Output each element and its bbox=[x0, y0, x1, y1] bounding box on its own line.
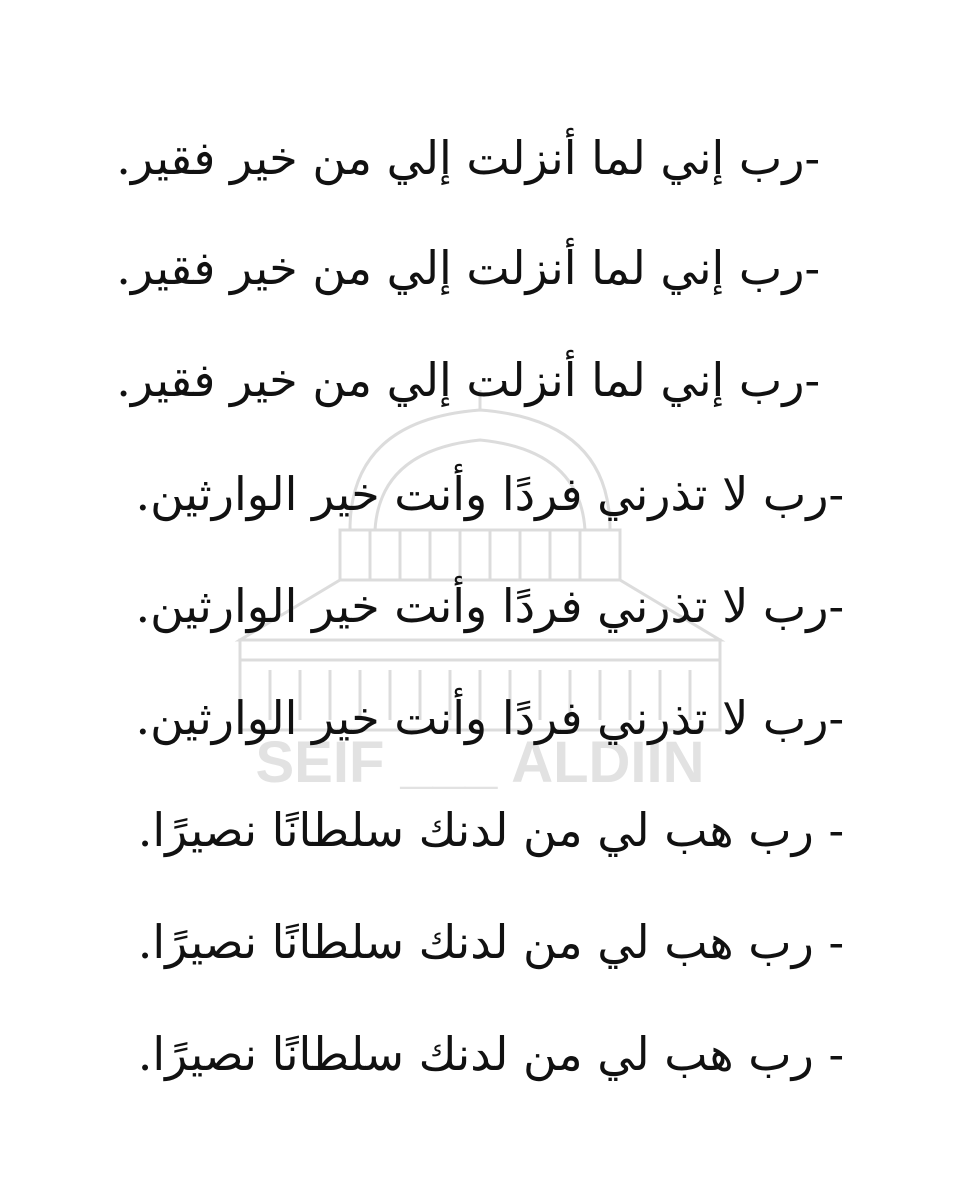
verse-line: -رب لا تذرني فردًا وأنت خير الوارثين. bbox=[135, 579, 844, 633]
verse-line: - رب هب لي من لدنك سلطانًا نصيرًا. bbox=[137, 803, 844, 857]
verse-line: -رب إني لما أنزلت إلي من خير فقير. bbox=[116, 241, 820, 295]
verse-line: - رب هب لي من لدنك سلطانًا نصيرًا. bbox=[137, 915, 844, 969]
verse-line: -رب لا تذرني فردًا وأنت خير الوارثين. bbox=[135, 691, 844, 745]
verse-line: - رب هب لي من لدنك سلطانًا نصيرًا. bbox=[137, 1027, 844, 1081]
watermark-text: SEIF ___ ALDIIN bbox=[255, 730, 705, 795]
verse-line: -رب لا تذرني فردًا وأنت خير الوارثين. bbox=[135, 467, 844, 521]
verse-line: -رب إني لما أنزلت إلي من خير فقير. bbox=[116, 131, 820, 185]
verse-line: -رب إني لما أنزلت إلي من خير فقير. bbox=[116, 353, 820, 407]
